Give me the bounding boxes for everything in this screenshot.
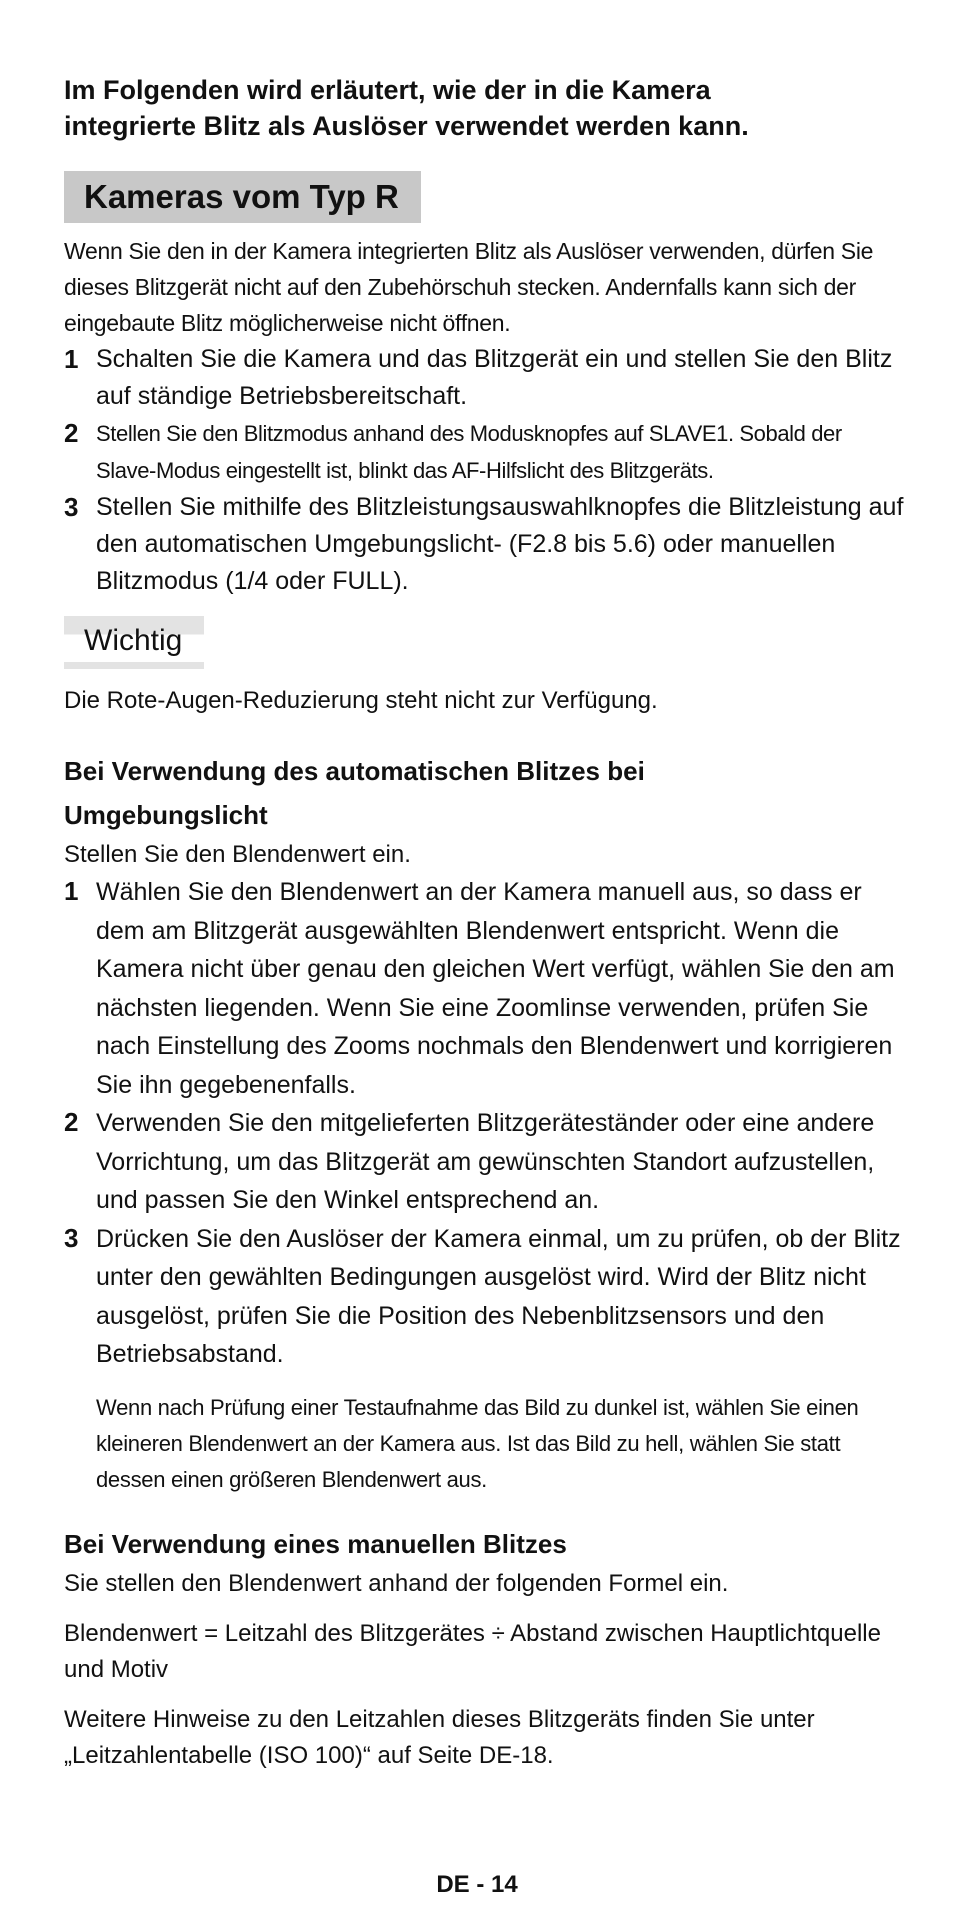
manual-page — [64, 72, 904, 1774]
type-r-step-2 — [64, 415, 904, 489]
auto-flash-note: Wenn nach Prüfung einer Testaufnahme das Bild zu dunkel ist, wählen Sie einen kleineren Blendenwert an der Kamera aus. Ist das Bild zu hell, wählen Sie statt dessen einen größeren Blendenwert aus. — [96, 1394, 859, 1492]
step-number: 2 — [64, 418, 79, 448]
intro-line-2: integrierte Blitz als Auslöser verwendet werden kann. — [64, 111, 749, 141]
step-number: 2 — [64, 1107, 79, 1137]
auto-flash-heading-line-1: Bei Verwendung des automatischen Blitzes bei — [64, 756, 645, 786]
auto-flash-heading — [64, 749, 904, 837]
step-number: 3 — [64, 1222, 79, 1253]
type-r-steps — [64, 341, 904, 600]
step-text: Wählen Sie den Blendenwert an der Kamera manuell aus, so dass er dem am Blitzgerät ausgewählten Blendenwert entspricht. Wenn die Kamera nicht über genau den gleichen Wert verfügt, wählen Sie den am nächsten liegenden. Wenn Sie eine Zoomlinse verwenden, prüfen Sie nach Einstellung des Zooms nochmals den Blendenwert und korrigieren Sie ihn gegebenenfalls. — [96, 878, 895, 1099]
important-label: Wichtig — [64, 616, 204, 669]
auto-flash-step-1 — [64, 873, 904, 1104]
step-text: Schalten Sie die Kamera und das Blitzgerät ein und stellen Sie den Blitz auf ständige Betriebsbereitschaft. — [96, 345, 893, 410]
section-heading-type-r: Kameras vom Typ R — [64, 171, 421, 223]
type-r-step-3 — [64, 489, 904, 600]
manual-flash-intro: Sie stellen den Blendenwert anhand der folgenden Formel ein. — [64, 1569, 729, 1597]
type-r-step-1 — [64, 341, 904, 415]
intro-text — [64, 72, 904, 144]
step-text: Drücken Sie den Auslöser der Kamera einmal, um zu prüfen, ob der Blitz unter den gewählten Bedingungen ausgelöst wird. Wird der Blitz nicht ausgelöst, prüfen Sie die Position des Nebenblitzsensors und den Betriebsabstand. — [96, 1224, 901, 1368]
step-number: 3 — [64, 492, 79, 522]
important-text: Die Rote-Augen-Reduzierung steht nicht zur Verfügung. — [64, 687, 658, 714]
auto-flash-step-3 — [64, 1220, 904, 1374]
step-text: Stellen Sie den Blitzmodus anhand des Modusknopfes auf SLAVE1. Sobald der Slave-Modus eingestellt ist, blinkt das AF-Hilfslicht des Blitzgeräts. — [96, 421, 842, 483]
manual-flash-heading: Bei Verwendung eines manuellen Blitzes — [64, 1528, 567, 1559]
step-number: 1 — [64, 876, 79, 906]
page-number: DE - 14 — [436, 1871, 518, 1898]
auto-flash-heading-line-2: Umgebungslicht — [64, 800, 268, 830]
step-number: 1 — [64, 344, 79, 374]
manual-flash-formula: Blendenwert = Leitzahl des Blitzgerätes ÷ Abstand zwischen Hauptlichtquelle und Motiv — [64, 1619, 881, 1683]
type-r-paragraph: Wenn Sie den in der Kamera integrierten Blitz als Auslöser verwenden, dürfen Sie dieses Blitzgerät nicht auf den Zubehörschuh stecken. Andernfalls kann sich der eingebaute Blitz möglicherweise nicht öffnen. — [64, 238, 874, 336]
step-text: Stellen Sie mithilfe des Blitzleistungsauswahlknopfes die Blitzleistung auf den automatischen Umgebungslicht- (F2.8 bis 5.6) oder manuellen Blitzmodus (1/4 oder FULL). — [96, 493, 904, 595]
manual-flash-reference: Weitere Hinweise zu den Leitzahlen dieses Blitzgeräts finden Sie unter „Leitzahlentabelle (ISO 100)“ auf Seite DE-18. — [64, 1705, 815, 1769]
auto-flash-step-2 — [64, 1104, 904, 1220]
auto-flash-steps — [64, 873, 904, 1374]
step-text: Verwenden Sie den mitgelieferten Blitzgeräteständer oder eine andere Vorrichtung, um das Blitzgerät am gewünschten Standort aufzustellen, und passen Sie den Winkel entsprechend an. — [96, 1109, 875, 1214]
auto-flash-intro: Stellen Sie den Blendenwert ein. — [64, 841, 411, 868]
intro-line-1: Im Folgenden wird erläutert, wie der in die Kamera — [64, 75, 711, 105]
